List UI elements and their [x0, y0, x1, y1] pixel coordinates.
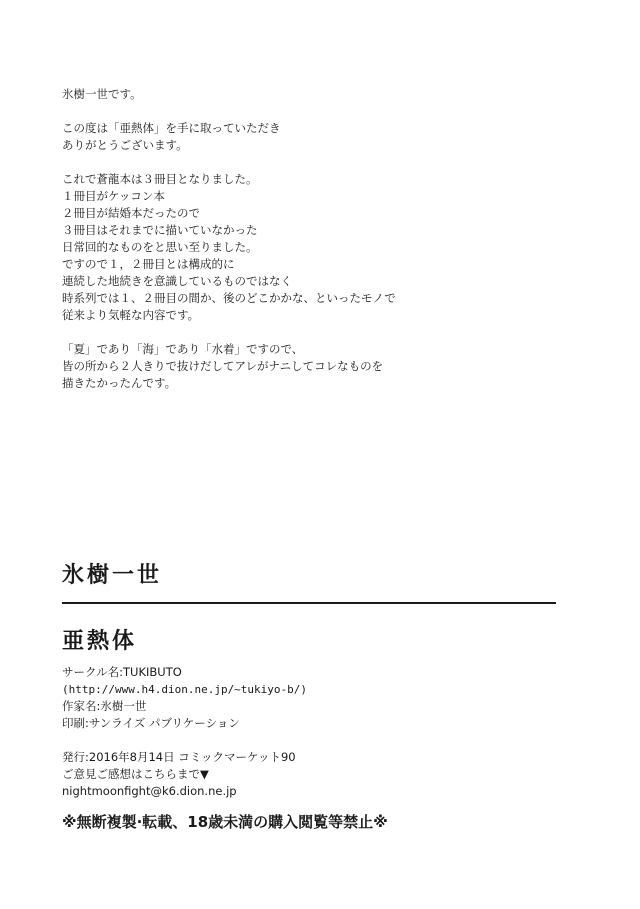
afterword-line: 日常回的なものをと思い至りました。 — [62, 240, 258, 254]
issue-info: 発行:2016年8月14日 コミックマーケット90 — [62, 750, 296, 764]
circle-url: (http://www.h4.dion.ne.jp/~tukiyo-b/) — [62, 683, 308, 696]
circle-name: サークル名:TUKIBUTO — [62, 665, 182, 679]
afterword-line: ３冊目はそれまでに描いていなかった — [62, 223, 258, 237]
afterword-line: 連続した地続きを意識しているものではなく — [62, 274, 292, 288]
afterword-line: 皆の所から２人きりで抜けだしてアレがナニしてコレなものを — [62, 359, 384, 373]
printer-name: 印刷:サンライズ パブリケーション — [62, 716, 240, 730]
reproduction-prohibition-notice: ※無断複製·転載、18歳未満の購入閲覧等禁止※ — [62, 813, 388, 831]
feedback-note: ご意見ご感想はこちらまで▼ — [62, 767, 209, 781]
afterword-line: 氷樹一世です。 — [62, 87, 142, 101]
paragraph-gap — [62, 103, 582, 120]
afterword-line: 「夏」であり「海」であり「水着」ですので、 — [62, 342, 304, 356]
contact-email: nightmoonfight@k6.dion.ne.jp — [62, 784, 237, 798]
divider-rule — [62, 602, 556, 604]
afterword-line: これで蒼龍本は３冊目となりました。 — [62, 172, 258, 186]
paragraph-gap — [62, 154, 582, 171]
afterword-line: 描きたかったんです。 — [62, 376, 177, 390]
afterword-line: ありがとうございます。 — [62, 138, 188, 152]
afterword-text — [62, 86, 582, 392]
paragraph-gap — [62, 324, 582, 341]
author-name: 作家名:氷樹一世 — [62, 699, 147, 713]
afterword-line: １冊目がケッコン本 — [62, 189, 165, 203]
afterword-line: ですので１，２冊目とは構成的に — [62, 257, 235, 271]
afterword-line: この度は「亜熱体」を手に取っていただき — [62, 121, 281, 135]
afterword-line: 従来より気軽な内容です。 — [62, 308, 200, 322]
book-title: 亜熱体 — [62, 629, 138, 654]
paragraph-gap — [62, 732, 582, 749]
colophon — [62, 664, 582, 800]
author-heading: 氷樹一世 — [62, 563, 163, 588]
afterword-line: 時系列では１、２冊目の間か、後のどこかかな、といったモノで — [62, 291, 396, 305]
afterword-line: ２冊目が結婚本だったので — [62, 206, 200, 220]
